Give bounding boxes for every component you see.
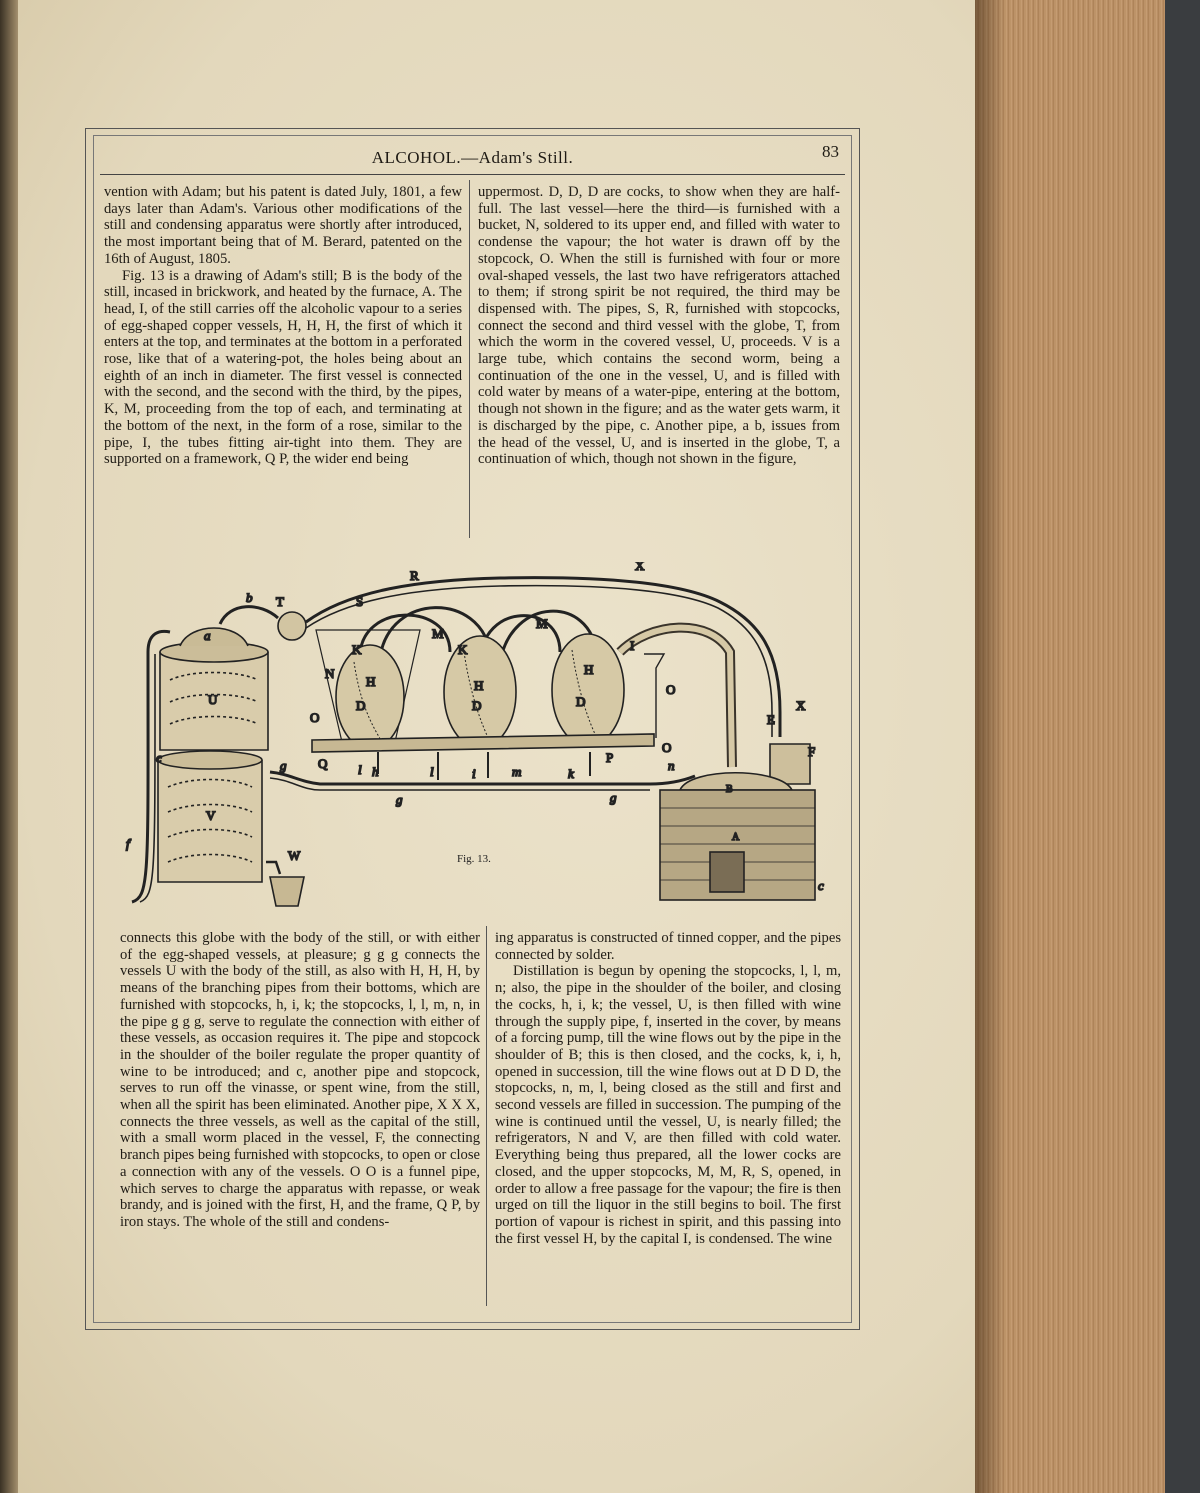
- text-column-bottom-left: [120, 930, 480, 1231]
- label-g: g: [396, 792, 403, 807]
- page-header: [100, 142, 845, 175]
- book-cover: [1165, 0, 1200, 1493]
- label-V: V: [206, 808, 216, 823]
- label-h: h: [372, 764, 379, 779]
- left-page-edge: [0, 0, 20, 1493]
- label-O: O: [666, 682, 676, 697]
- text-column-top-right: [478, 184, 840, 468]
- label-m: m: [512, 764, 522, 779]
- label-H: H: [366, 674, 376, 689]
- label-F: F: [808, 744, 816, 759]
- label-f: f: [126, 836, 130, 851]
- label-N: N: [325, 666, 335, 681]
- label-E: E: [767, 712, 775, 727]
- still-apparatus-figure: [120, 562, 840, 914]
- text-column-top-left: [104, 184, 462, 468]
- label-M: M: [536, 616, 548, 631]
- label-Q: Q: [318, 756, 328, 771]
- label-D: D: [576, 694, 586, 709]
- label-B: B: [726, 784, 733, 795]
- label-R: R: [410, 568, 419, 583]
- label-K: K: [458, 642, 468, 657]
- label-g: g: [610, 790, 617, 805]
- label-D: D: [356, 698, 366, 713]
- figure-caption: Fig. 13.: [457, 853, 491, 865]
- label-n: n: [668, 758, 675, 773]
- label-k: k: [568, 766, 574, 781]
- label-A: A: [732, 832, 740, 843]
- label-c: c: [818, 878, 824, 893]
- page-number: 83: [822, 142, 839, 161]
- paragraph: ing apparatus is constructed of tinned copper, and the pipes connected by solder.: [495, 930, 841, 963]
- paragraph: uppermost. D, D, D are cocks, to show when they are half-full. The last vessel—here the third—is furnished with a bucket, N, soldered to its upper end, and filled with water to condense the vapour; the hot water is drawn off by the stopcock, O. When the still is furnished with four or more oval-shaped vessels, the last two have refrigerators attached to them; if strong spirit be not required, the third may be dispensed with. The pipes, S, R, furnished with stopcocks, connect the second and third vessel with the globe, T, from which the worm in the covered vessel, U, proceeds. V is a large tube, which contains the second worm, being a continuation of the one in the vessel, U, and is filled with cold water by means of a water-pipe, entering at the bottom, though not shown in the figure; and as the water gets warm, it is discharged by the pipe, c. Another pipe, a b, issues from the head of the vessel, U, and is inserted in the globe, T, a continuation of which, though not shown in the figure,: [478, 184, 840, 468]
- paragraph: connects this globe with the body of the still, or with either of the egg-shaped vessels, at pleasure; g g g connects the vessels U with the body of the still, as also with H, H, H, by means of the branching pipes from their bottoms, which are furnished with stopcocks, h, i, k; the stopcocks, l, l, m, n, in the pipe g g g, serve to regulate the connection with either of these vessels, as occasion requires it. The pipe and stopcock in the shoulder of the boiler regulate the proper quantity of wine to be introduced; and c, another pipe and stopcock, serves to run off the vinasse, or spent wine, from the still, when all the spirit has been eliminated. Another pipe, X X X, connects the three vessels, as well as the capital of the still, with a small worm placed in the vessel, F, the connecting branch pipes being furnished with stopcocks, to open or close a connection with any of the vessels. O O is a funnel pipe, which serves to charge the apparatus with repasse, or weak brandy, and is joined with the first, H, and the frame, Q P, by iron stays. The whole of the still and condens-: [120, 930, 480, 1230]
- column-rule: [469, 180, 470, 538]
- label-O: O: [662, 740, 672, 755]
- label-O: O: [310, 710, 320, 725]
- text-column-bottom-right: [495, 930, 841, 1247]
- label-W: W: [288, 848, 301, 863]
- label-l: l: [358, 762, 362, 777]
- label-H: H: [474, 678, 484, 693]
- column-rule: [486, 926, 487, 1306]
- label-i: i: [472, 766, 476, 781]
- paragraph: Fig. 13 is a drawing of Adam's still; B is the body of the still, incased in brickwork, and heated by the furnace, A. The head, I, of the still carries off the alcoholic vapour to a series of egg-shaped copper vessels, H, H, H, the first of which it enters at the top, and terminates at the bottom in a perforated rose, like that of a watering-pot, the holes being about an eighth of an inch in diameter. The first vessel is connected with the second, and the second with the third, by the pipes, K, M, proceeding from the top of each, and terminating at the bottom of the next, in the form of a rose, similar to the pipe, I, the tubes fitting air-tight into them. They are supported on a framework, Q P, the wider end being: [104, 267, 462, 468]
- label-H: H: [584, 662, 594, 677]
- running-title: ALCOHOL.—Adam's Still.: [371, 148, 574, 167]
- paragraph: Distillation is begun by opening the stopcocks, l, l, m, n; also, the pipe in the shoulder of the boiler, and closing the cocks, h, i, k; the vessel, U, is then filled with wine through the supply pipe, f, inserted in the cover, by means of a forcing pump, till the wine flows out by the pipe in the shoulder of B; this is then closed, and the cocks, k, i, h, opened in succession, till the wine flows out at D D D, the stopcocks, n, m, l, being closed as the still and first and second vessels are filled in succession. The pumping of the wine is continued until the vessel, U, is nearly filled; the refrigerators, N and V, are then filled with cold water. Everything being thus prepared, all the lower cocks are closed, and the upper stopcocks, M, M, R, S, opened, in order to allow a free passage for the vapour; the fire is then urged on till the liquor in the still begins to boil. The first portion of vapour is richest in spirit, and this passing into the first vessel H, by the capital I, is condensed. The wine: [495, 963, 841, 1247]
- label-P: P: [606, 750, 614, 765]
- label-X: X: [796, 698, 806, 713]
- label-g: g: [280, 758, 287, 773]
- label-D: D: [472, 698, 482, 713]
- label-U: U: [208, 692, 218, 707]
- label-K: K: [352, 642, 362, 657]
- paragraph: vention with Adam; but his patent is dated July, 1801, a few days later than Adam's. Various other modifications of the still and condensing apparatus were shortly after introduced, the most important being that of M. Berard, patented on the 16th of August, 1805.: [104, 184, 462, 267]
- label-b: b: [246, 590, 253, 605]
- label-M: M: [432, 626, 444, 641]
- label-T: T: [276, 594, 284, 609]
- label-X: X: [635, 562, 645, 573]
- label-a: a: [204, 628, 211, 643]
- label-l: l: [430, 764, 434, 779]
- label-S: S: [356, 594, 364, 609]
- label-I: I: [630, 638, 635, 653]
- label-c: c: [156, 750, 162, 765]
